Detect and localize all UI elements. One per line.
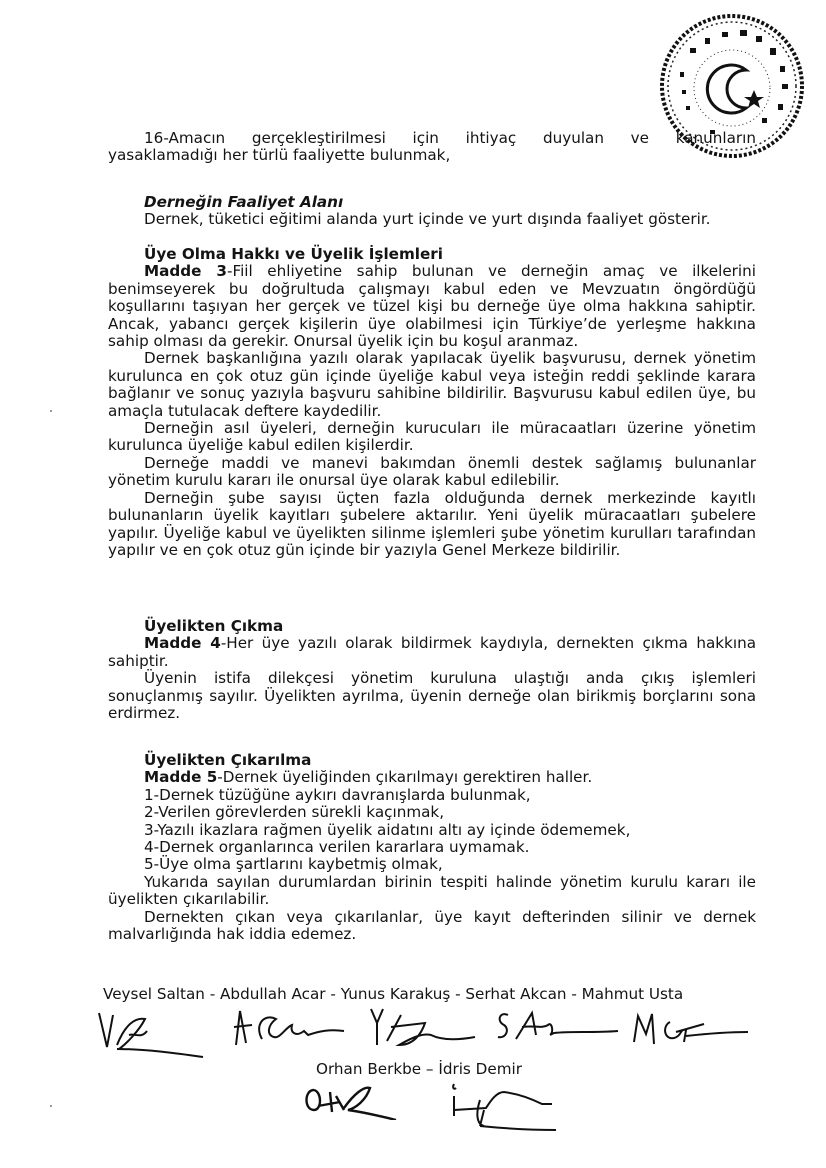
article-label: Madde 4	[144, 634, 221, 653]
section-heading: Üyelikten Çıkma	[144, 617, 284, 635]
list-item: 4-Dernek organlarınca verilen kararlara uymamak.	[144, 838, 530, 857]
section-uyelikten-cikarilma	[108, 752, 756, 943]
section-faaliyet-alani	[108, 194, 756, 229]
word: duyulan	[542, 129, 604, 147]
paragraph: Üyenin istifa dilekçesi yönetim kuruluna ulaştığı anda çıkış işlemleri sonuçlanmış sayılır. Üyelikten ayrılma, üyenin derneğe olan birikmiş borçlarını sona erdirmez.	[108, 669, 756, 723]
list-item: 3-Yazılı ikazlara rağmen üyelik aidatını altı ay içinde ödememek,	[144, 820, 631, 839]
signature-icon	[230, 1005, 350, 1050]
signature-icon	[95, 1005, 205, 1060]
section-uyelikten-cikma	[108, 618, 756, 722]
section-heading: Üye Olma Hakkı ve Üyelik İşlemleri	[144, 245, 443, 263]
word: ve	[630, 129, 650, 147]
section-heading: Derneğin Faaliyet Alanı	[144, 193, 344, 211]
paragraph-text: -Fiil ehliyetine sahip bulunan ve derneğin amaç ve ilkelerini benimseyerek bu doğrultuda çalışmayı kabul eden ve Mevzuatın öngördüğü koşullarını taşıyan her gerçek ve tüzel kişi bu derneğe üye olma hakkına sahiptir. Ancak, yabancı gerçek kişilerin üye olabilmesi için Türkiye’de yerleşme hakkına sahip olması da gerekir. Onursal üyelik için bu koşul aranmaz.	[108, 262, 756, 351]
section-uye-olma	[108, 246, 756, 559]
intro-text: -Dernek üyeliğinden çıkarılmayı gerektiren haller.	[217, 768, 593, 787]
paragraph: Derneğe maddi ve manevi bakımdan önemli destek sağlamış bulunanlar yönetim kurulu kararı ile onursal üye olarak kabul edilebilir.	[108, 453, 756, 490]
list-item: 2-Verilen görevlerden sürekli kaçınmak,	[144, 803, 445, 822]
article-3-paragraph	[108, 263, 756, 350]
list-item: 5-Üye olma şartlarını kaybetmiş olmak,	[144, 855, 443, 874]
paragraph: Dernekten çıkan veya çıkarılanlar, üye kayıt defterinden silinir ve dernek malvarlığında hak iddia edemez.	[108, 907, 756, 944]
article-5-intro	[108, 769, 756, 786]
section-heading: Üyelikten Çıkarılma	[144, 751, 312, 769]
signature-icon	[630, 1008, 750, 1053]
word: gerçekleştirilmesi	[251, 129, 386, 147]
paragraph: Dernek başkanlığına yazılı olarak yapılacak üyelik başvurusu, dernek yönetim kurulunca en çok otuz gün içinde üyeliğe kabul veya isteğin reddi şeklinde karara bağlanır ve sonuç yazıyla başvuru sahibine bildirilir. Başvurusu kabul edilen üye, bu amaçla tutulacak deftere kaydedilir.	[108, 349, 756, 420]
signature-icon	[492, 1005, 622, 1050]
article-label: Madde 3	[144, 262, 227, 281]
paragraph: Derneğin asıl üyeleri, derneğin kurucuları ile müracaatları üzerine yönetim kurulunca üyeliğe kabul edilen kişilerdir.	[108, 419, 756, 455]
signatories-line-1: Veysel Saltan - Abdullah Acar - Yunus Karakuş - Serhat Akcan - Mahmut Usta	[103, 985, 684, 1003]
item-16-line2: yasaklamadığı her türlü faaliyette bulunmak,	[108, 146, 451, 165]
section-text: Dernek, tüketici eğitimi alanda yurt içinde ve yurt dışında faaliyet gösterir.	[144, 210, 711, 229]
paragraph-text: -Her üye yazılı olarak bildirmek kaydıyla, dernekten çıkma hakkına sahiptir.	[108, 634, 756, 670]
article-4-paragraph	[108, 635, 756, 670]
signature-icon	[365, 1005, 485, 1050]
word: 16-Amacın	[144, 129, 226, 147]
item-16-line1	[108, 130, 756, 147]
paragraph: Yukarıda sayılan durumlardan birinin tespiti halinde yönetim kurulu kararı ile üyelikten çıkarılabilir.	[108, 872, 756, 909]
continued-item-16	[108, 130, 756, 165]
signature-icon	[450, 1082, 560, 1132]
word: ihtiyaç	[465, 129, 517, 147]
list-item: 1-Dernek tüzüğüne aykırı davranışlarda bulunmak,	[144, 785, 531, 804]
signature-icon	[300, 1080, 400, 1120]
word: kanunların	[675, 129, 757, 147]
article-label: Madde 5	[144, 768, 218, 787]
word: için	[412, 129, 439, 147]
scan-speck	[50, 1105, 52, 1107]
paragraph: Derneğin şube sayısı üçten fazla olduğunda dernek merkezinde kayıtlı bulunanların üyelik kayıtları şubelere aktarılır. Yeni üyelik müracaatları şubelere yapılır. Üyeliğe kabul ve üyelikten silinme işlemleri şube yönetim kurulları tarafından yapılır ve en çok otuz gün içinde bir yazıyla Genel Merkeze bildirilir.	[108, 488, 756, 559]
signatories-line-2: Orhan Berkbe – İdris Demir	[316, 1060, 522, 1078]
scan-speck	[50, 410, 52, 412]
